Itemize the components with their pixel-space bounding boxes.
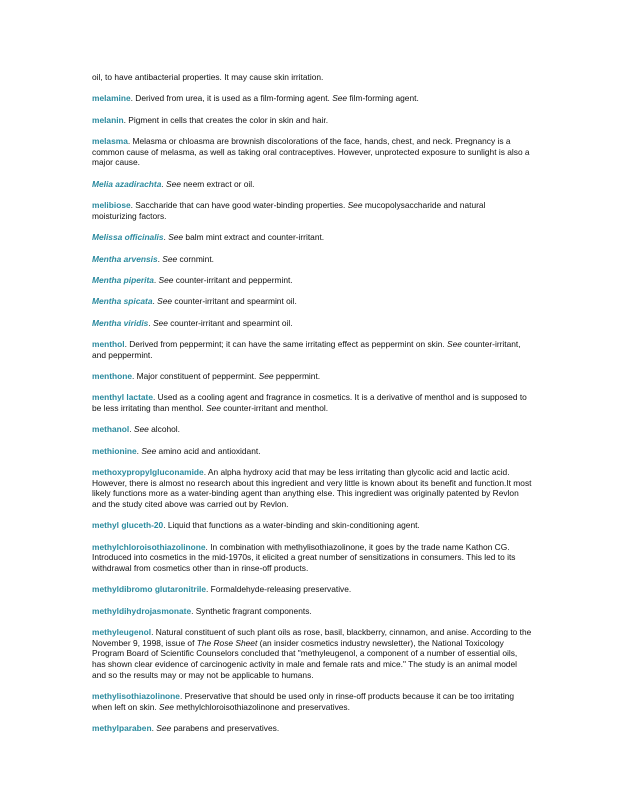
entry-cross-reference: balm mint extract and counter-irritant.: [183, 232, 325, 243]
entry-term: melanin: [92, 114, 124, 125]
entry-definition: . Formaldehyde-releasing preservative.: [206, 584, 352, 595]
see-reference-label: See: [133, 424, 149, 435]
entry-term: methyldihydrojasmonate: [92, 605, 192, 616]
see-reference-label: See: [158, 274, 174, 285]
see-reference-label: See: [166, 178, 181, 189]
entry-definition: . Preservative that should be used only in rinse-off products because it can be too irritating when left on skin.: [92, 690, 515, 712]
entry-cross-reference: alcohol.: [148, 424, 180, 435]
entry-term: melamine: [92, 93, 131, 104]
entry-term: menthyl lactate: [92, 392, 153, 403]
entry-definition: . In combination with methylisothiazolinone, it goes by the trade name Kathon CG. Introduced into cosmetics in the mid-1970s, it elicited a great number of sensitizations in consumers. This led to its withdrawal from cosmetics other than in rinse-off products.: [92, 541, 516, 573]
see-reference-label: See: [168, 232, 184, 243]
glossary-entry: [92, 691, 532, 712]
see-reference-label: See: [206, 403, 221, 414]
entry-definition: .: [136, 445, 142, 456]
entry-term: methyldibromo glutaronitrile: [92, 584, 206, 595]
entry-cross-reference: cornmint.: [177, 253, 214, 264]
entry-term: methyleugenol: [92, 627, 152, 638]
see-reference-label: See: [447, 339, 462, 350]
entry-term: menthone: [92, 371, 133, 382]
entry-cross-reference: mucopolysaccharide and natural moisturizing factors.: [92, 200, 486, 221]
entry-definition: . Derived from peppermint; it can have the same irritating effect as peppermint on skin.: [124, 339, 448, 350]
entry-definition: .: [148, 317, 153, 328]
glossary-entry: [92, 584, 532, 595]
glossary-entries: [92, 72, 532, 744]
entry-cross-reference: film-forming agent.: [347, 93, 419, 104]
entry-cross-reference: counter-irritant, and peppermint.: [92, 339, 521, 360]
entry-definition: .: [157, 253, 163, 264]
entry-definition: .: [163, 232, 169, 243]
entry-term: methyl gluceth-20: [92, 520, 164, 531]
see-reference-label: See: [347, 200, 363, 211]
glossary-entry: [92, 520, 532, 531]
entry-term: Melia azadirachta: [92, 178, 162, 189]
entry-term: methylisothiazolinone: [92, 690, 180, 701]
entry-term: methylchloroisothiazolinone: [92, 541, 206, 552]
entry-definition: .: [161, 178, 167, 189]
entry-definition: . An alpha hydroxy acid that may be less irritating than glycolic acid and lactic acid. However, there is almost no research about this ingredient and very little is known about its benefit and function.It most likely functions more as a water-binding agent than anything else. This ingredient was originally patented by Revlon and the study cited above was carried out by Revlon.: [92, 467, 532, 509]
entry-term: Mentha viridis: [92, 317, 149, 328]
glossary-entry: [92, 339, 532, 360]
entry-continuation-text: oil, to have antibacterial properties. It may cause skin irritation.: [92, 72, 324, 82]
glossary-entry: [92, 542, 532, 574]
see-reference-label: See: [157, 296, 173, 307]
entry-cross-reference: counter-irritant and peppermint.: [173, 274, 293, 285]
glossary-entry: [92, 93, 532, 104]
see-reference-label: See: [141, 445, 157, 456]
entry-term: methylparaben: [92, 722, 152, 733]
entry-term: Mentha arvensis: [92, 253, 158, 264]
entry-definition: . Melasma or chloasma are brownish discolorations of the face, hands, chest, and neck. Pregnancy is a common cause of melasma, as well as taking oral contraceptives. However, unprotected exposure to sunlight is also a major cause.: [92, 136, 530, 168]
entry-cross-reference: amino acid and antioxidant.: [156, 445, 261, 456]
see-reference-label: See: [162, 253, 178, 264]
entry-definition: .: [152, 296, 158, 307]
entry-cross-reference: methylchloroisothiazolinone and preservatives.: [173, 701, 350, 712]
entry-cross-reference: counter-irritant and spearmint oil.: [172, 296, 297, 307]
glossary-entry: [92, 318, 532, 329]
glossary-entry: [92, 723, 532, 734]
glossary-entry: [92, 371, 532, 382]
glossary-entry: [92, 392, 532, 413]
entry-definition: . Saccharide that can have good water-binding properties.: [130, 200, 348, 211]
entry-term: menthol: [92, 339, 125, 350]
entry-cross-reference: peppermint.: [273, 371, 321, 382]
entry-cross-reference: counter-irritant and menthol.: [220, 403, 329, 414]
entry-definition: . Used as a cooling agent and fragrance in cosmetics. It is a derivative of menthol and is supposed to be less irritating than menthol.: [92, 392, 527, 414]
entry-cross-reference: counter-irritant and spearmint oil.: [167, 317, 293, 328]
glossary-entry: [92, 200, 532, 221]
entry-definition: .: [151, 722, 157, 733]
publication-title: The Rose Sheet: [196, 637, 258, 648]
see-reference-label: See: [332, 93, 348, 104]
entry-cross-reference: parabens and preservatives.: [171, 722, 280, 733]
entry-definition: . Derived from urea, it is used as a film-forming agent.: [130, 93, 333, 104]
glossary-entry: [92, 232, 532, 243]
entry-definition: . Major constituent of peppermint.: [132, 371, 259, 382]
entry-term: melasma: [92, 136, 128, 147]
entry-term: methoxypropylgluconamide: [92, 467, 204, 478]
glossary-entry: [92, 115, 532, 126]
glossary-entry: [92, 136, 532, 168]
see-reference-label: See: [258, 371, 274, 382]
glossary-entry: [92, 424, 532, 435]
glossary-entry: [92, 254, 532, 265]
entry-term: methanol: [92, 424, 130, 435]
entry-term: melibiose: [92, 200, 131, 211]
glossary-entry: [92, 627, 532, 680]
entry-definition: . Synthetic fragrant components.: [191, 605, 312, 616]
see-reference-label: See: [156, 722, 172, 733]
glossary-entry: [92, 296, 532, 307]
glossary-entry: [92, 446, 532, 457]
entry-definition: .: [153, 274, 159, 285]
entry-term: Mentha spicata: [92, 296, 153, 307]
entry-term: Melissa officinalis: [92, 232, 164, 243]
entry-definition: . Liquid that functions as a water-binding and skin-conditioning agent.: [163, 520, 420, 531]
glossary-entry: [92, 467, 532, 509]
entry-term: Mentha piperita: [92, 274, 154, 285]
entry-definition: . Natural constituent of such plant oils as rose, basil, blackberry, cinnamon, and anise. According to the November 9, 1998, issue of: [92, 627, 532, 648]
see-reference-label: See: [152, 317, 168, 328]
entry-definition-continued: (an insider cosmetics industry newsletter), the National Toxicology Program Board of Scientific Counselors concluded that "methyleugenol, a component of a number of essential oils, has shown clear evidence of carcinogenic activity in male and female rats and mice." The study is an animal model and so the results may or may not be applicable to humans.: [92, 637, 518, 680]
glossary-entry-continued: [92, 72, 532, 83]
entry-cross-reference: neem extract or oil.: [180, 178, 255, 189]
entry-definition: .: [129, 424, 134, 435]
entry-term: methionine: [92, 445, 137, 456]
glossary-entry: [92, 606, 532, 617]
glossary-entry: [92, 275, 532, 286]
see-reference-label: See: [159, 701, 174, 712]
glossary-entry: [92, 179, 532, 190]
entry-definition: . Pigment in cells that creates the color in skin and hair.: [123, 114, 329, 125]
